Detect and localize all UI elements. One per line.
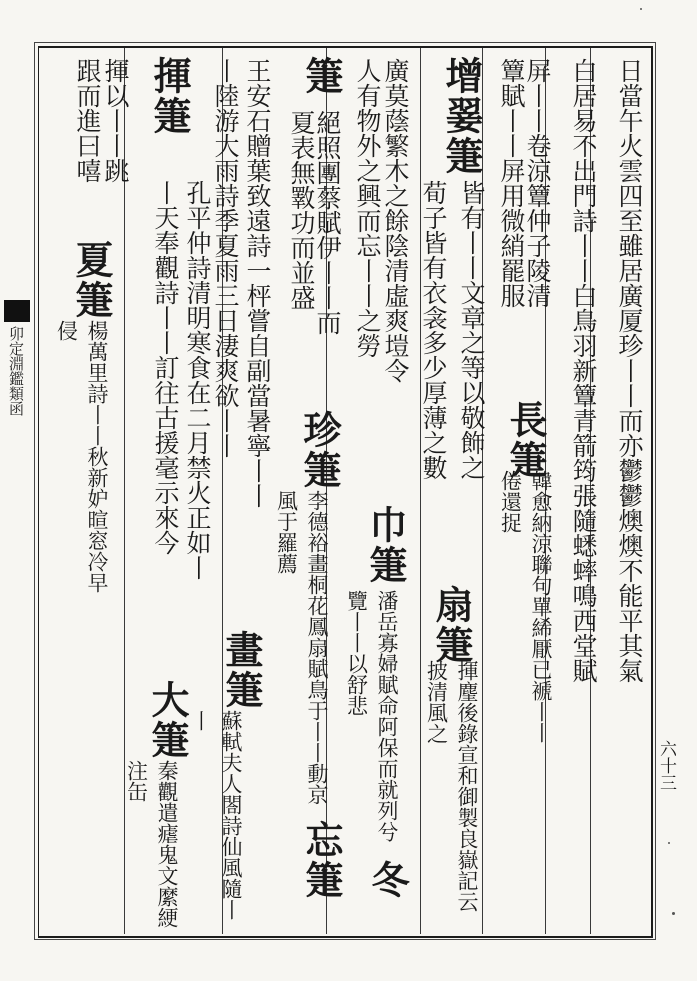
column-text: 屏丨丨卷涼簟仲子陵清 [523,58,552,308]
column-text: 王安石贈葉致遠詩一枰嘗自副當暑寧丨丨 [243,58,272,508]
inline-heading [210,630,264,720]
heading-text: 珍箑 [297,410,342,490]
inline-note [344,590,402,850]
note-text: 秦觀遣瘧鬼文縻綆注缶 [124,760,179,928]
column-text: 白居易不出門詩丨丨白鳥羽新簟青箭筠張隨蟋蟀鳴西堂賦 [569,58,598,683]
page-number: 六十三 [656,740,676,791]
column-text: 丨丨跳 [101,108,130,183]
column-text: 荀子皆有衣衾多少厚薄之數 [419,180,448,480]
inline-note [188,710,246,930]
inline-heading [356,860,410,920]
text-column-8 [336,58,382,478]
note-text: 李德裕畫桐花鳳扇賦鳥于丨丨動京風于羅薦 [274,490,329,805]
column-text: 廣莫蔭繁木之餘陰清虛爽塏令 [381,58,410,383]
text-column-1 [598,58,644,683]
inline-note [54,320,112,600]
note-text: 潘岳寡婦賦命阿保而就列兮覽丨丨以舒悲 [344,590,399,842]
margin-bar [4,300,30,322]
column-text: 夏表無斁功而並盛 [287,110,316,310]
inline-note [274,490,332,820]
heading-text: 巾箑 [363,505,408,585]
entry-heading [430,56,484,186]
heading-text: 長箑 [503,400,548,480]
column-text: 丨陸游大雨詩季夏雨三日淒爽欲丨丨 [211,58,240,458]
text-column-2 [552,58,598,683]
text-column-14 [134,180,180,640]
inline-note [124,760,182,930]
heading-text: 大箑 [145,680,190,760]
column-text: 簟賦丨丨屏用微綃罷服 [497,58,526,308]
column-text: 日當午火雲四至雖居廣厦珍丨丨而亦鬱鬱燠燠不能平其氣 [615,58,644,683]
note-text: 韓愈納涼聯句單絺厭已褫丨丨倦還捉 [498,470,553,743]
text-column-6 [440,180,486,600]
speck [672,912,675,915]
entry-heading [290,56,344,116]
inline-heading [290,820,344,920]
speck [668,842,670,844]
heading-text: 扇箑 [429,585,474,665]
column-text: 丨天奉觀詩丨丨訂往古援毫示來今 [151,180,180,555]
heading-text: 箑 [299,56,344,96]
inline-heading [60,240,114,330]
note-text: 揮麈後錄宣和御製良嶽記云披清風之 [424,660,479,912]
entry-heading [138,56,192,186]
text-column-10 [270,110,316,410]
column-text: 皆有丨丨文章之等以敬飾之 [457,180,486,480]
heading-text: 忘箑 [299,820,344,900]
heading-text: 增翣箑 [439,56,484,176]
inline-heading [136,680,190,770]
inline-note [498,470,556,750]
inline-note [424,660,482,930]
column-text: 跟而進曰嘻 [73,58,102,183]
inline-heading [288,410,342,500]
inline-heading [494,400,548,480]
column-text: 人有物外之興而忘丨丨之勞 [353,58,382,358]
heading-text: 夏箑 [69,240,114,320]
text-column-16 [56,58,102,238]
note-text: 蘇軾夫人閤詩仙風隨丨丨 [188,710,243,920]
margin-title: 卯定淵鑑類函 [7,326,25,416]
heading-text: 揮箑 [147,56,192,136]
heading-text: 畫箑 [219,630,264,710]
heading-text: 冬 [365,860,410,900]
heading-text: 揮以 [101,58,130,108]
column-text: 絕照團蔡賦伊丨丨而 [313,110,342,335]
speck [640,8,642,10]
note-text: 楊萬里詩丨丨秋新妒暄窓冷早侵 [54,320,109,593]
inline-heading [354,505,408,595]
column-text: 孔平仲詩清明寒食在二月禁火正如丨 [183,180,212,580]
